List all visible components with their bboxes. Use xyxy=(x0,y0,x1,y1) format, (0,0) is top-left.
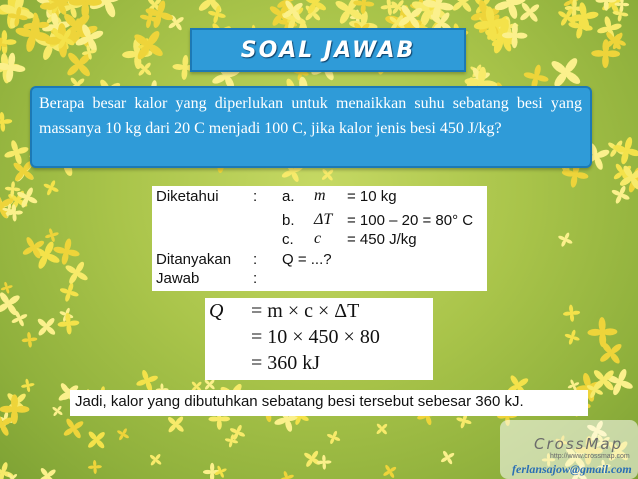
item-a-letter: a. xyxy=(282,188,295,205)
conclusion-panel xyxy=(70,390,588,416)
ditanyakan-colon: : xyxy=(253,251,258,268)
formula-lhs: Q xyxy=(209,300,224,322)
item-b-expr: = 100 – 20 = 80° C xyxy=(347,212,474,229)
item-c-symbol: c xyxy=(314,230,322,247)
item-c-expr: = 450 J/kg xyxy=(347,231,417,248)
slide-title: SOAL JAWAB xyxy=(240,37,416,63)
item-b-symbol: ΔT xyxy=(314,211,333,228)
brand-name: CrossMap xyxy=(534,435,624,453)
crossmap-logo xyxy=(534,434,630,460)
brand-url: http://www.crossmap.com xyxy=(550,453,630,460)
ditanyakan-value: Q = ...? xyxy=(282,251,332,268)
item-c-letter: c. xyxy=(282,231,294,248)
formula-line-1: = m × c × ΔT xyxy=(251,300,360,322)
formula-panel xyxy=(205,298,433,380)
known-panel xyxy=(152,186,487,291)
item-b-letter: b. xyxy=(282,212,295,229)
question-box xyxy=(30,86,592,168)
formula-line-3: = 360 kJ xyxy=(251,352,321,374)
jawab-label: Jawab xyxy=(156,270,200,287)
conclusion-text: Jadi, kalor yang dibutuhkan sebatang besi tersebut sebesar 360 kJ. xyxy=(75,393,524,410)
item-a-expr: = 10 kg xyxy=(347,188,397,205)
title-banner xyxy=(190,28,466,72)
ditanyakan-label: Ditanyakan xyxy=(156,251,232,268)
diketahui-label: Diketahui xyxy=(156,188,219,205)
question-text: Berapa besar kalor yang diperlukan untuk menaikkan suhu sebatang besi yang massanya 10 kg dari 20 C menjadi 100 C, jika kalor jenis besi 450 J/kg? xyxy=(39,95,582,137)
diketahui-colon: : xyxy=(253,188,258,205)
author-email: ferlansajow@gmail.com xyxy=(512,462,632,476)
item-a-symbol: m xyxy=(314,187,326,204)
formula-line-2: = 10 × 450 × 80 xyxy=(251,326,380,348)
jawab-colon: : xyxy=(253,270,258,287)
